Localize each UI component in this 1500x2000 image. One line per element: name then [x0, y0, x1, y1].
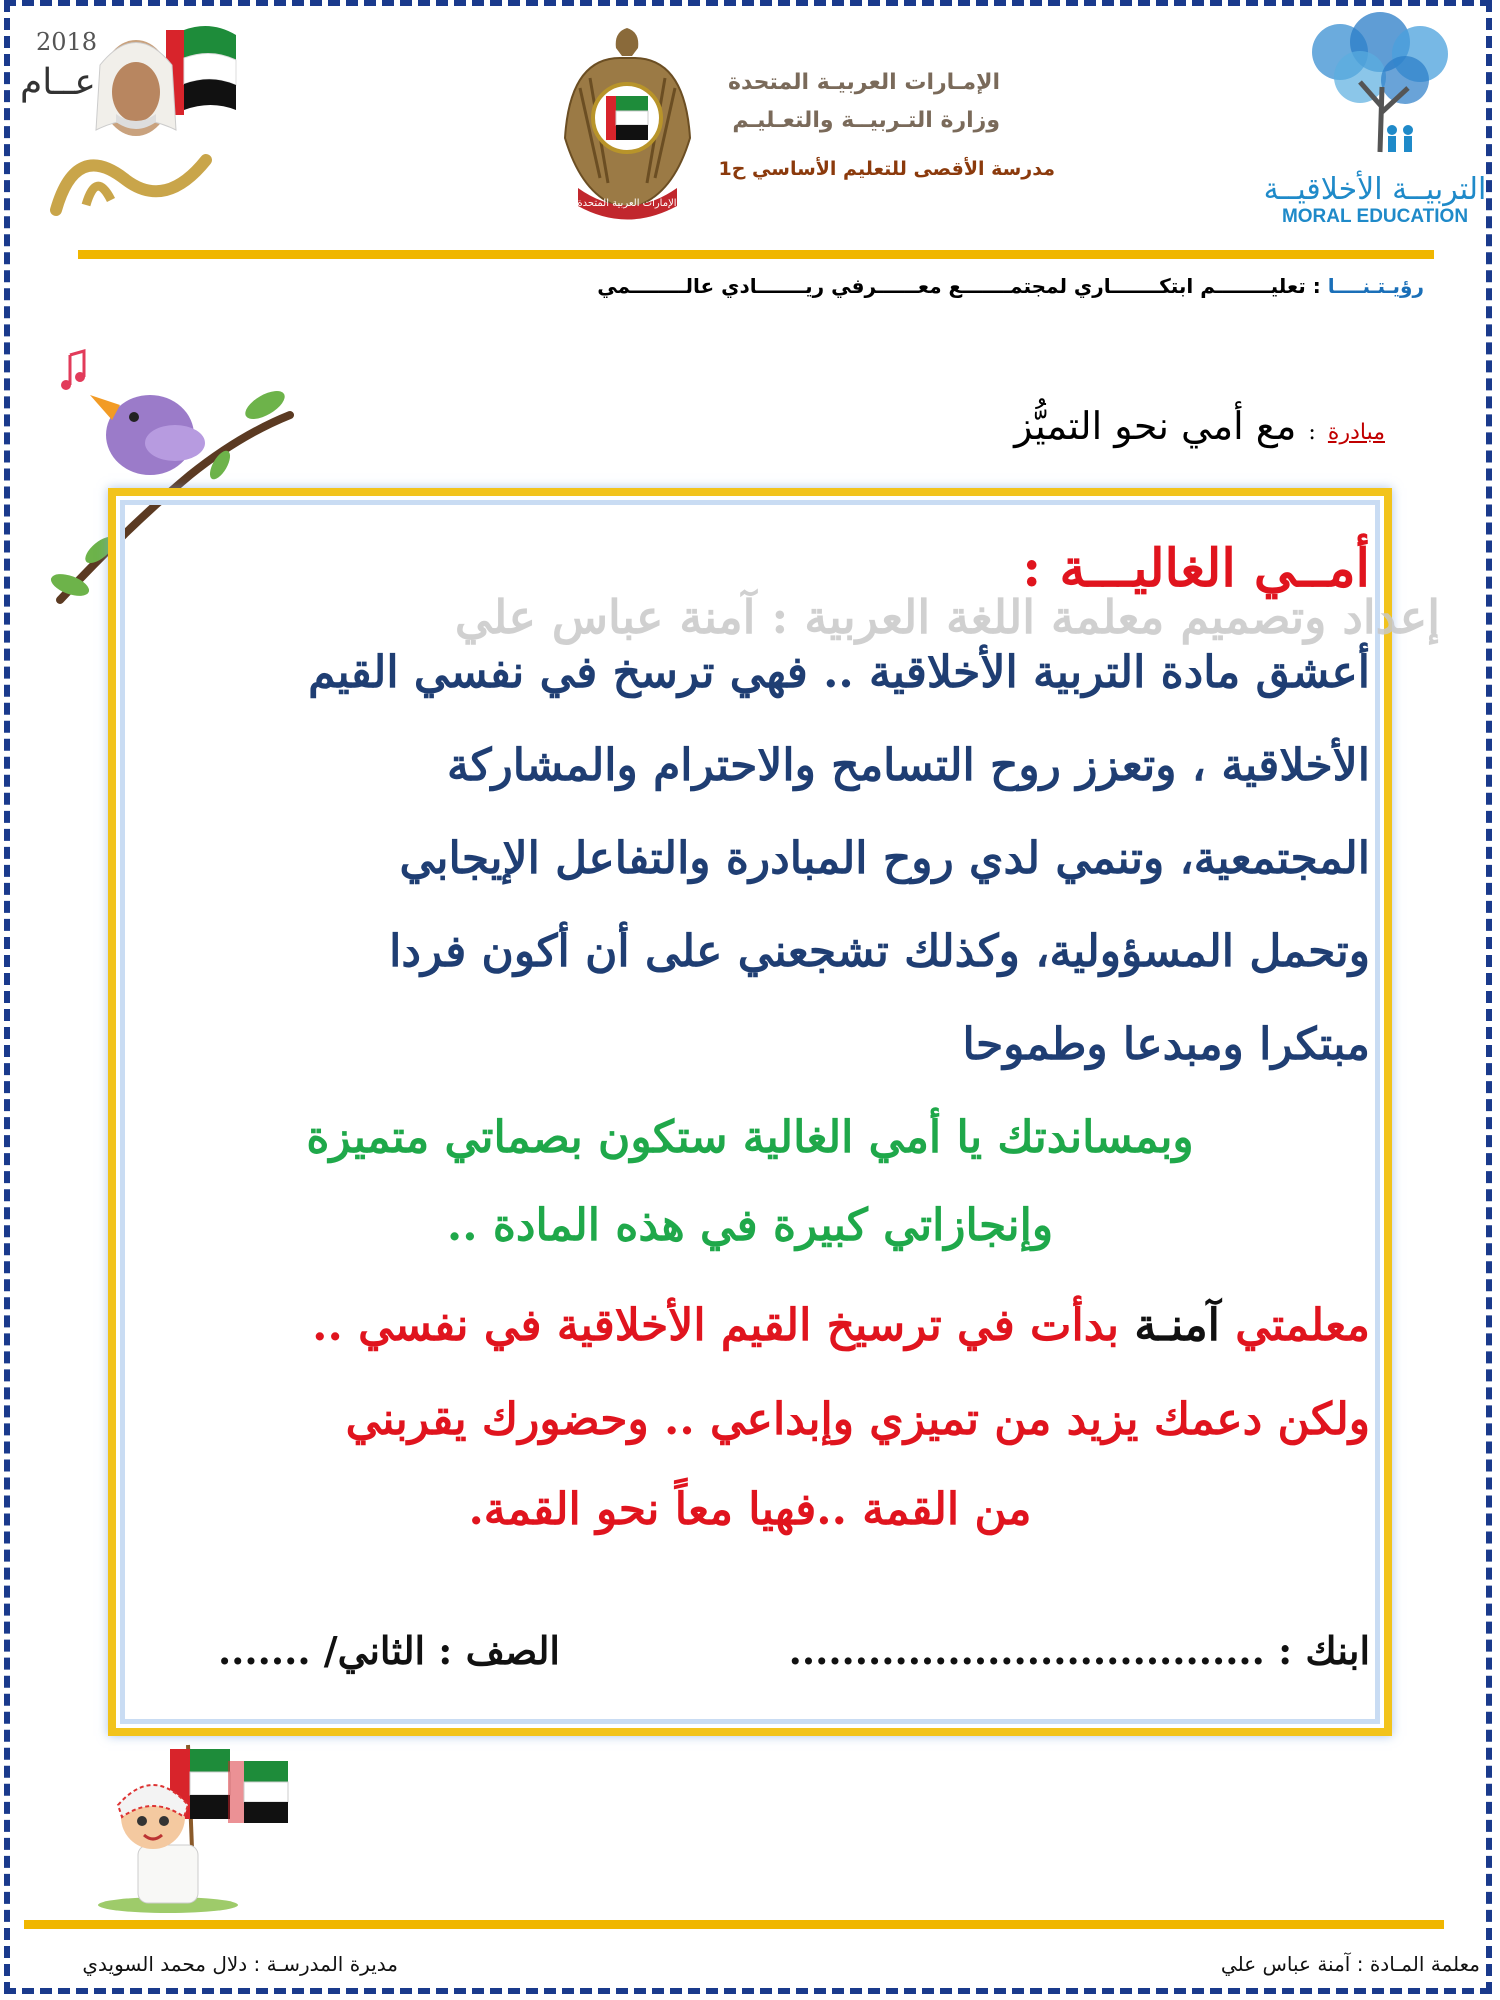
- body-line: وتحمل المسؤولية، وكذلك تشجعني على أن أكون فردا: [389, 926, 1370, 977]
- moral-education-arabic: التربيــة الأخلاقيــة: [1263, 172, 1487, 207]
- letter-body: [140, 626, 1370, 1091]
- tree-icon: [1280, 12, 1480, 162]
- child-flags-decoration: [78, 1735, 328, 1915]
- child-with-flags-icon: [78, 1735, 328, 1915]
- vision-text: تعليــــــــم ابتكـــــــاري لمجتمـــــــع معــــــرفي ريـــــــادي عالــــــــمي: [597, 274, 1306, 298]
- moral-education-english: MORAL EDUCATION: [1281, 206, 1469, 227]
- country-line: الإمـارات العربيـة المتحدة: [727, 70, 1000, 95]
- header-gold-rule: [78, 250, 1434, 259]
- emblem-caption: الإمارات العربية المتحدة: [577, 198, 677, 209]
- red-line1-end: بدأت في ترسيخ القيم الأخلاقية في نفسي ..: [312, 1300, 1135, 1351]
- body-line: مبتكرا ومبدعا وطموحا: [962, 1019, 1370, 1070]
- school-name: مدرسة الأقصى للتعليم الأساسي ح1: [718, 158, 1055, 180]
- initiative-separator: :: [1308, 420, 1316, 445]
- vision-line: [110, 274, 1424, 298]
- letter-greeting: أمــي الغاليـــة :: [1022, 538, 1370, 599]
- initiative-line: [700, 404, 1385, 448]
- body-line: أعشق مادة التربية الأخلاقية .. فهي ترسخ في نفسي القيم: [308, 647, 1370, 698]
- teacher-signature: معلمة المـادة : آمنة عباس علي: [1220, 1952, 1480, 1976]
- red-line-3: من القمة ..فهيا معاً نحو القمة.: [468, 1484, 1032, 1535]
- body-line: الأخلاقية ، وتعزز روح التسامح والاحترام والمشاركة: [446, 740, 1370, 791]
- principal-signature: مديرة المدرسـة : دلال محمد السويدي: [82, 1952, 398, 1976]
- red-line1-start: معلمتي: [1219, 1300, 1370, 1351]
- ministry-line: وزارة التـربيــة والتعـليـم: [732, 108, 1000, 133]
- red-line-1: [130, 1300, 1370, 1351]
- year-label: 2018: [36, 28, 98, 56]
- falcon-emblem-icon: [560, 18, 695, 228]
- body-line: المجتمعية، وتنمي لدي روح المبادرة والتفاعل الإيجابي: [399, 833, 1370, 884]
- teacher-name-inline: آمنـة: [1134, 1300, 1220, 1351]
- initiative-title: مع أمي نحو التميُّز: [1014, 404, 1297, 448]
- green-line-2: وإنجازاتي كبيرة في هذه المادة ..: [446, 1200, 1054, 1251]
- vision-label: رؤيـتـنــــا: [1327, 274, 1424, 298]
- green-line-1: وبمساندتك يا أمي الغالية ستكون بصماتي متميزة: [306, 1112, 1194, 1163]
- uae-emblem: [560, 18, 695, 228]
- initiative-label: مبادرة: [1327, 420, 1385, 445]
- aam-label: عــام: [20, 62, 96, 103]
- class-field: الصف : الثاني/ .......: [217, 1628, 560, 1673]
- vision-separator: :: [1312, 274, 1321, 298]
- red-line-2: ولكن دعمك يزيد من تميزي وإبداعي .. وحضورك يقربني: [345, 1394, 1370, 1445]
- author-watermark: إعداد وتصميم معلمة اللغة العربية : آمنة عباس علي: [454, 590, 1440, 644]
- footer-gold-rule: [24, 1920, 1444, 1929]
- son-field: ابنك : ....................................: [788, 1628, 1370, 1673]
